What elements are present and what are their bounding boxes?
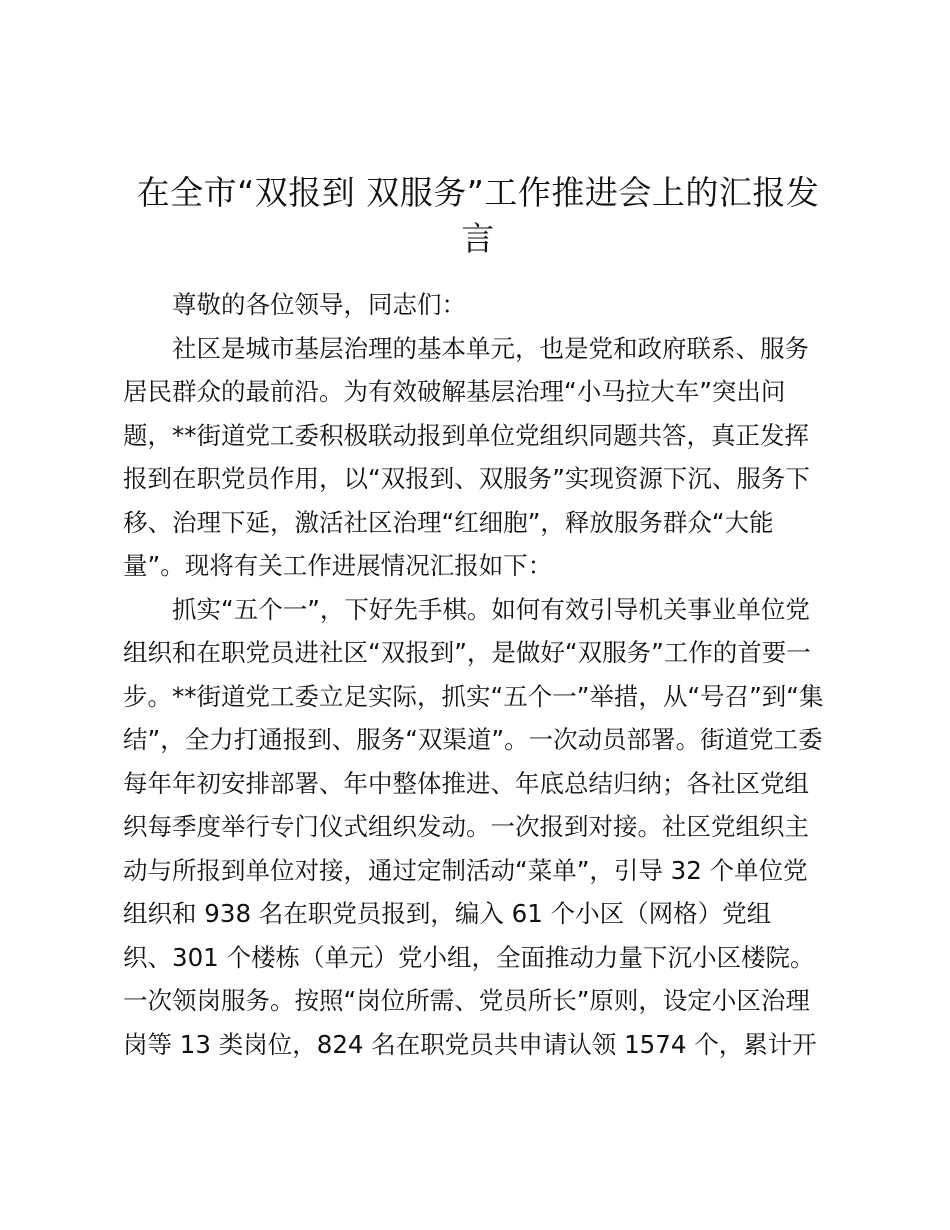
body-line: 结”，全力打通报到、服务“双渠道”。一次动员部署。街道党工委 — [123, 725, 823, 754]
title-line-2: 言 — [461, 219, 495, 258]
body-line: 织每季度举行专门仪式组织发动。一次报到对接。社区党组织主 — [123, 812, 809, 841]
body-line: 一次领岗服务。按照“岗位所需、党员所长”原则，设定小区治理 — [123, 986, 810, 1015]
body-line: 岗等 13 类岗位，824 名在职党员共申请认领 1574 个，累计开 — [123, 1029, 817, 1059]
body-line: 组织和 938 名在职党员报到，编入 61 个小区（网格）党组 — [123, 899, 772, 928]
body-line: 题，**街道党工委积极联动报到单位党组织同题共答，真正发挥 — [123, 420, 809, 450]
body-line: 量”。现将有关工作进展情况汇报如下： — [123, 551, 553, 580]
body-line: 每年年初安排部署、年中整体推进、年底总结归纳；各社区党组 — [123, 768, 809, 798]
body-line: 社区是城市基层治理的基本单元，也是党和政府联系、服务 — [172, 333, 809, 363]
document-title — [120, 170, 836, 262]
body-line: 组织和在职党员进社区“双报到”，是做好“双服务”工作的首要一 — [123, 638, 811, 667]
body-line: 动与所报到单位对接，通过定制活动“菜单”，引导 32 个单位党 — [123, 855, 808, 885]
title-line-1: 在全市“双报到 双服务”工作推进会上的汇报发 — [136, 173, 820, 212]
body-line: 尊敬的各位领导，同志们： — [172, 290, 466, 319]
body-line: 居民群众的最前沿。为有效破解基层治理“小马拉大车”突出问 — [123, 377, 786, 406]
body-line: 报到在职党员作用，以“双报到、双服务”实现资源下沉、服务下 — [123, 464, 810, 493]
body-line: 织、301 个楼栋（单元）党小组，全面推动力量下沉小区楼院。 — [123, 942, 815, 972]
body-line: 抓实“五个一”，下好先手棋。如何有效引导机关事业单位党 — [172, 594, 810, 624]
body-line: 移、治理下延，激活社区治理“红细胞”，释放服务群众“大能 — [123, 507, 774, 537]
body-line: 步。**街道党工委立足实际，抓实“五个一”举措，从“号召”到“集 — [123, 681, 824, 711]
